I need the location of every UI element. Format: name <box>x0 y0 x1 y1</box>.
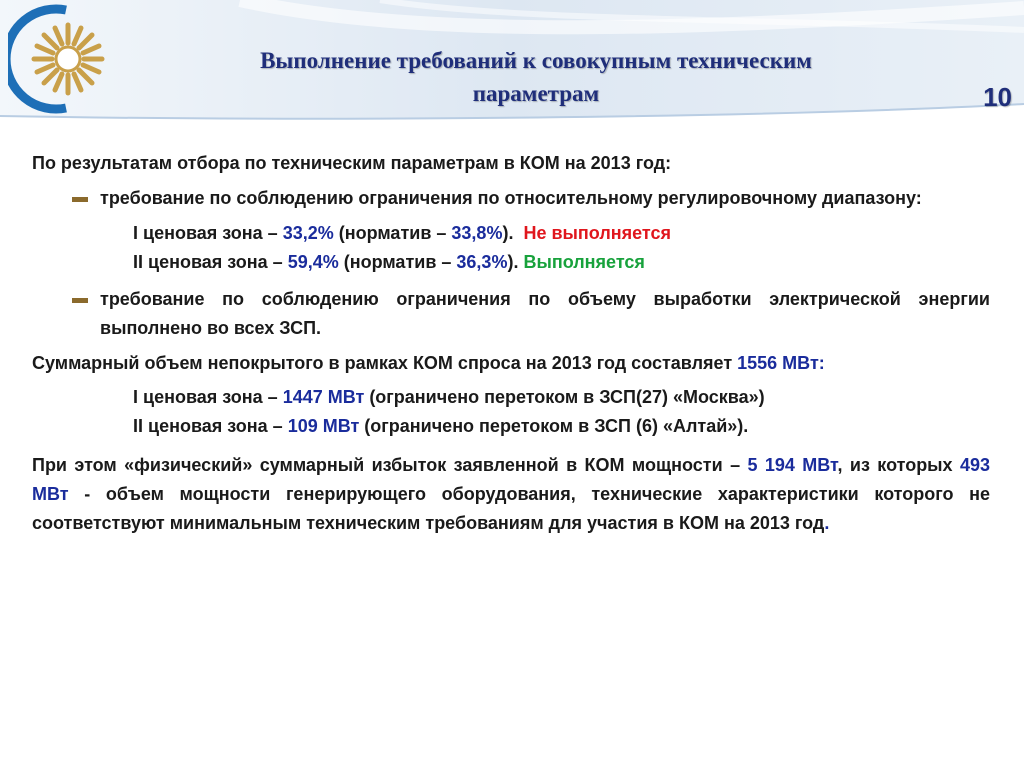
bullet-marker-icon <box>72 298 88 303</box>
deficit-zone2 <box>133 412 990 441</box>
excess-text-1: При этом «физический» суммарный избыток заявленной в КОМ мощности – <box>32 455 748 475</box>
excess-noncompliant-value: 493 МВт <box>32 455 991 504</box>
excess-total-value: 5 194 МВт <box>747 455 838 475</box>
slide-header <box>0 0 1024 122</box>
deficit-zone1-label: I ценовая зона – <box>133 387 283 407</box>
excess-text-2: , из которых <box>837 455 960 475</box>
deficit-zone2-label: II ценовая зона – <box>133 416 288 436</box>
zone2-norm: 36,3% <box>456 252 508 272</box>
sun-logo-icon <box>8 4 112 114</box>
zone1-value: 33,2% <box>282 223 334 243</box>
zone1-result <box>133 219 990 248</box>
zone2-result <box>133 248 990 277</box>
deficit-zone2-value: 109 МВт <box>287 416 360 436</box>
slide-body <box>32 149 990 538</box>
deficit-zone2-note: (ограничено перетоком в ЗСП (6) «Алтай»). <box>359 416 749 436</box>
bullet-item-volume <box>32 285 990 343</box>
zone1-label: I ценовая зона – <box>133 223 283 243</box>
zone2-status: Выполняется <box>523 252 645 272</box>
zone2-norm-prefix: (норматив – <box>338 252 457 272</box>
bullet-text: требование по соблюдению ограничения по объему выработки электрической энергии выполнено во всех ЗСП. <box>100 289 990 338</box>
zone2-value: 59,4% <box>287 252 339 272</box>
deficit-zones <box>32 383 990 441</box>
zone2-norm-suffix: ). <box>507 252 524 272</box>
excess-paragraph <box>32 451 990 538</box>
deficit-zone1-note: (ограничено перетоком в ЗСП(27) «Москва») <box>364 387 765 407</box>
page-number: 10 <box>983 82 1012 112</box>
intro-text: По результатам отбора по техническим параметрам в КОМ на 2013 год: <box>32 153 672 173</box>
summary-text: Суммарный объем непокрытого в рамках КОМ спроса на 2013 год составляет <box>32 353 738 373</box>
deficit-zone1-value: 1447 МВт <box>282 387 365 407</box>
zone-results <box>32 219 990 277</box>
zone1-norm-suffix: ). <box>502 223 524 243</box>
slide-title-line1: Выполнение требований к совокупным техническим <box>260 48 812 73</box>
bullet-marker-icon <box>72 197 88 202</box>
excess-end-dot: . <box>824 513 830 533</box>
summary-value: 1556 МВт: <box>737 353 825 373</box>
zone1-norm-prefix: (норматив – <box>333 223 452 243</box>
slide-title <box>150 44 922 110</box>
zone2-label: II ценовая зона – <box>133 252 288 272</box>
zone1-status: Не выполняется <box>523 223 671 243</box>
bullet-item-range <box>32 184 990 213</box>
deficit-zone1 <box>133 383 990 412</box>
bullet-text: требование по соблюдению ограничения по относительному регулировочному диапазону: <box>100 188 922 208</box>
excess-text-3: - объем мощности генерирующего оборудования, технические характеристики которого не соответствуют минимальным техническим требованиям для участия в КОМ на 2013 год <box>32 484 990 533</box>
zone1-norm: 33,8% <box>451 223 503 243</box>
summary-paragraph <box>32 349 990 378</box>
slide-title-line2: параметрам <box>472 81 600 106</box>
